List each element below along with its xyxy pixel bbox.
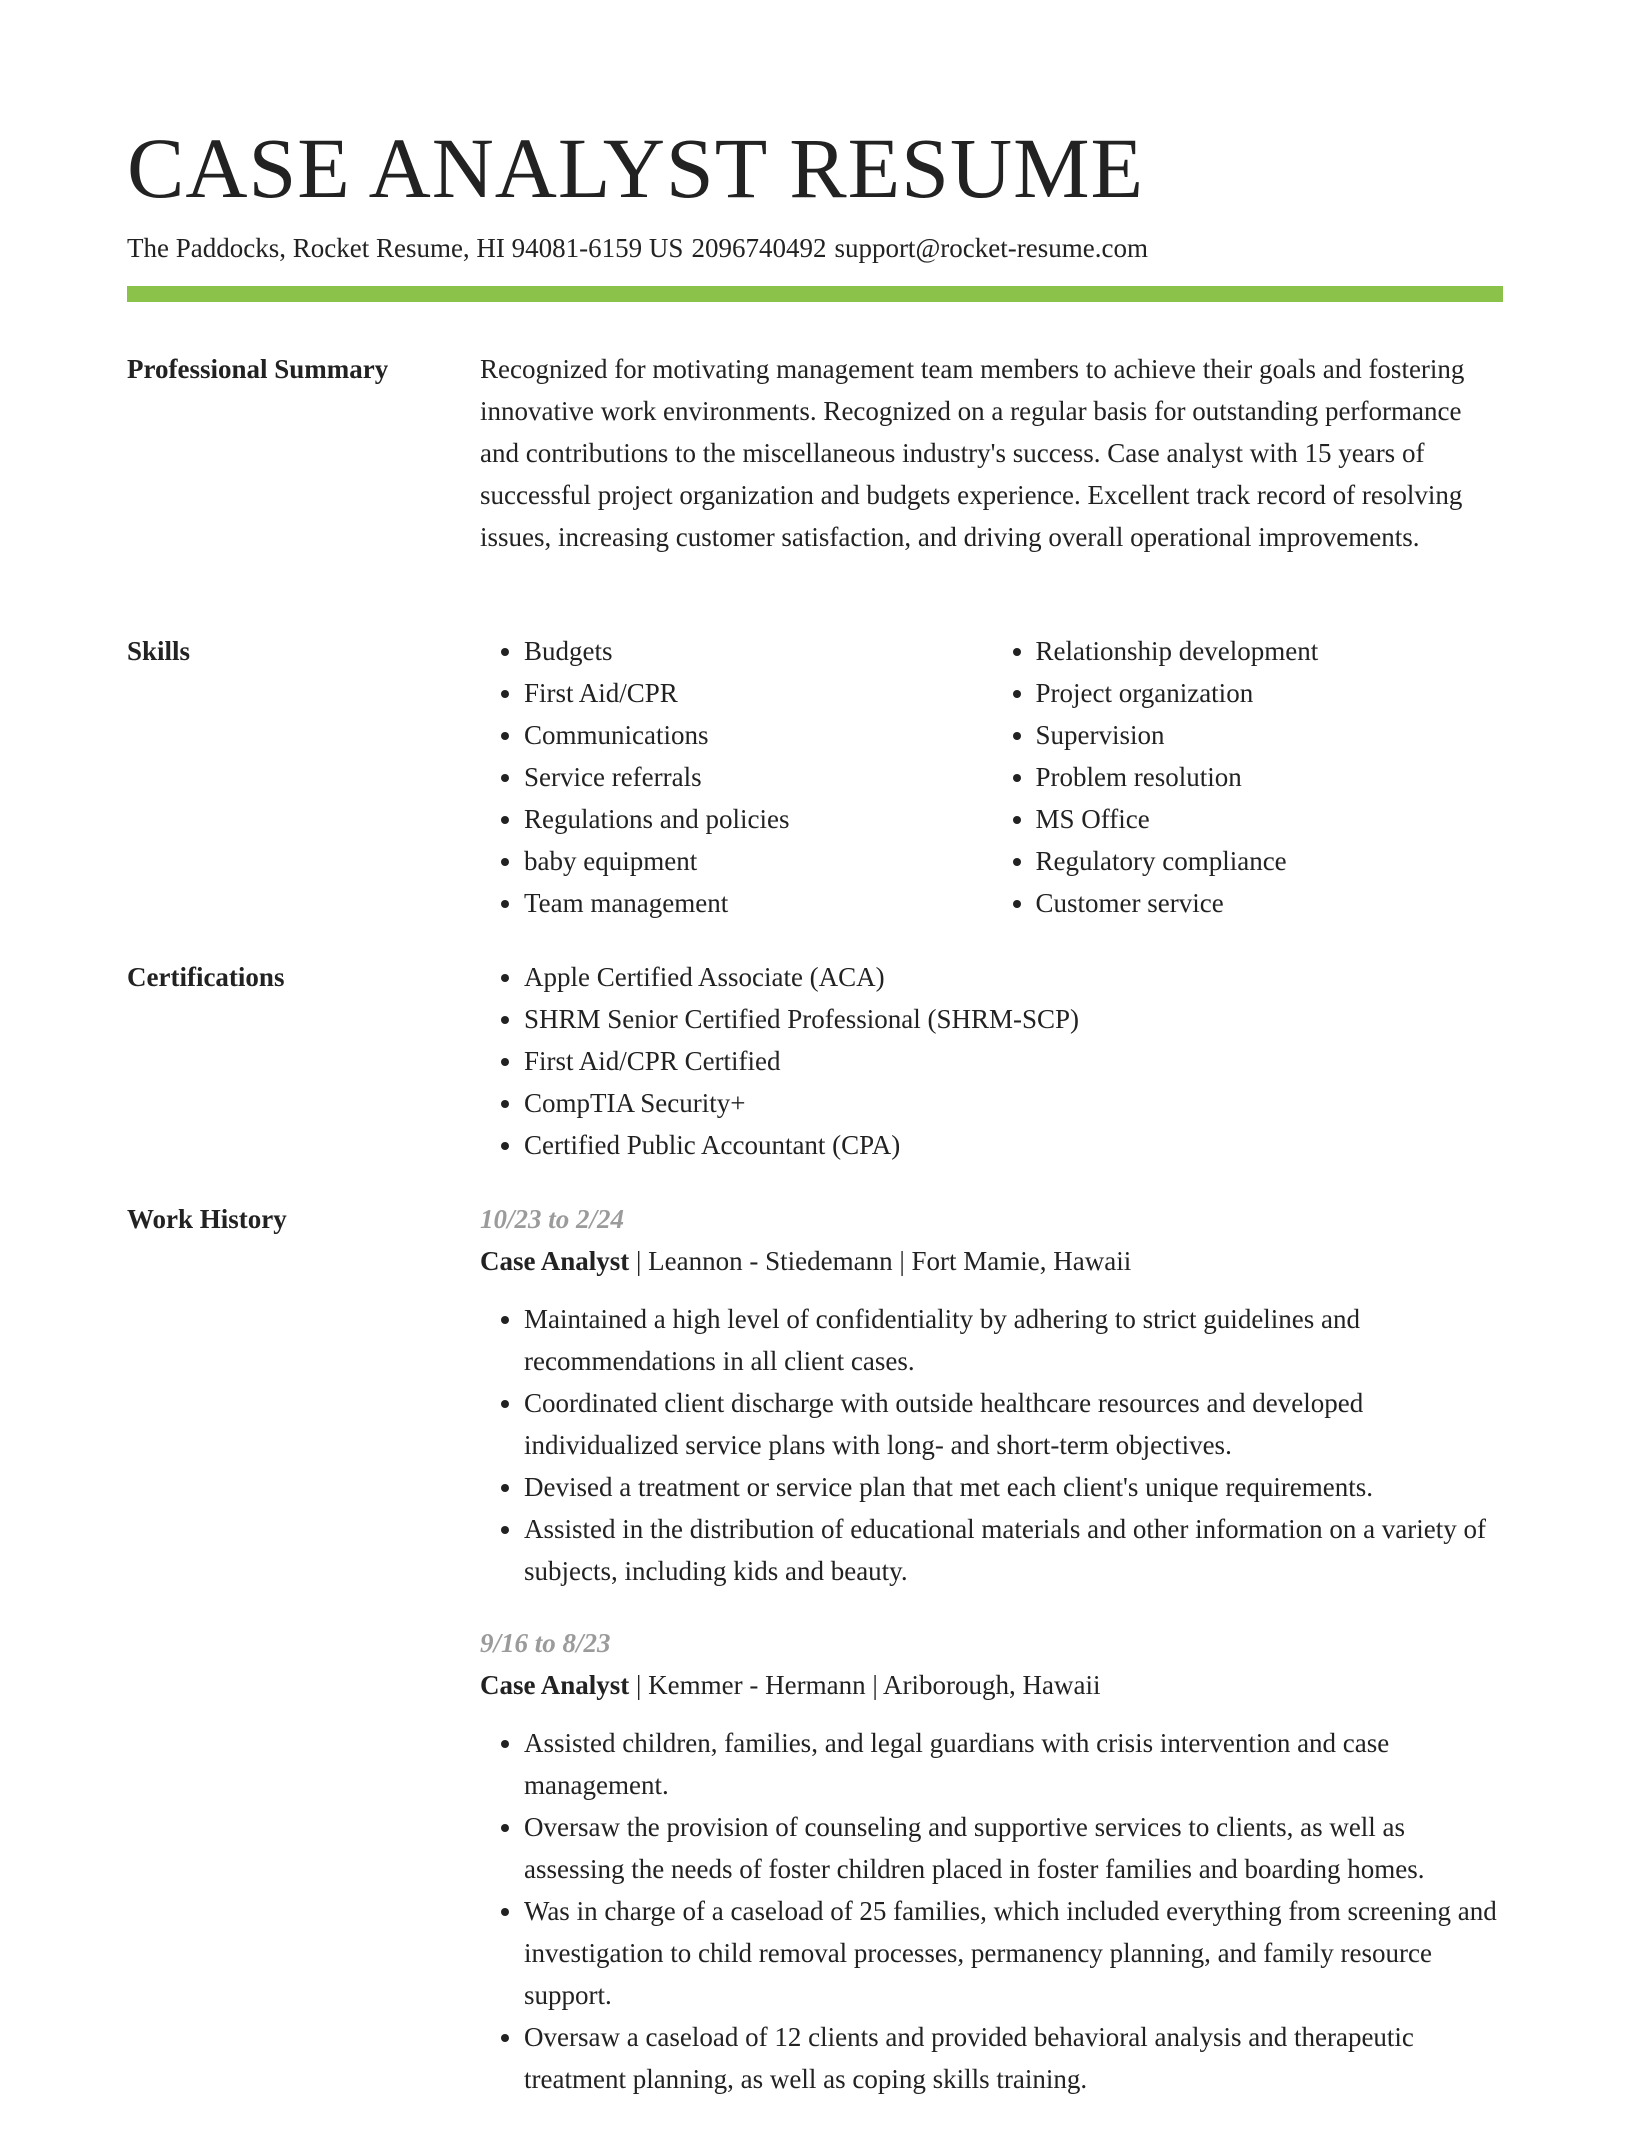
skill-item: • Problem resolution — [1036, 756, 1504, 798]
job-bullet: • Oversaw the provision of counseling and supportive services to clients, as well as assessing the needs of foster children placed in foster families and boarding homes. — [524, 1806, 1503, 1890]
job-dates: 9/16 to 8/23 — [480, 1628, 611, 1658]
skill-item: • MS Office — [1036, 798, 1504, 840]
skill-item: • Service referrals — [524, 756, 992, 798]
job-entry — [480, 1198, 1503, 1592]
skills-heading: Skills — [127, 636, 191, 666]
job-bullets — [480, 1722, 1503, 2100]
skills-body — [480, 630, 1503, 924]
skills-columns — [480, 630, 1503, 924]
job-title-line — [480, 1240, 1503, 1282]
skill-item: • Project organization — [1036, 672, 1504, 714]
certification-item: • CompTIA Security+ — [524, 1082, 1503, 1124]
certifications-list — [480, 956, 1503, 1166]
skill-item: • Supervision — [1036, 714, 1504, 756]
skill-item: • Regulations and policies — [524, 798, 992, 840]
job-bullet: • Coordinated client discharge with outside healthcare resources and developed individualized service plans with long- and short-term objectives. — [524, 1382, 1503, 1466]
job-bullet: • Devised a treatment or service plan that met each client's unique requirements. — [524, 1466, 1503, 1508]
certification-item: • First Aid/CPR Certified — [524, 1040, 1503, 1082]
job-bullet: • Was in charge of a caseload of 25 families, which included everything from screening and investigation to child removal processes, permanency planning, and family resource support. — [524, 1890, 1503, 2016]
skill-item: • Communications — [524, 714, 992, 756]
skills-list-left — [480, 630, 992, 924]
certification-item: • SHRM Senior Certified Professional (SHRM-SCP) — [524, 998, 1503, 1040]
job-bullets — [480, 1298, 1503, 1592]
certification-item: • Apple Certified Associate (ACA) — [524, 956, 1503, 998]
certification-item: • Certified Public Accountant (CPA) — [524, 1124, 1503, 1166]
contact-line — [127, 230, 1148, 266]
contact-email: support@rocket-resume.com — [834, 233, 1148, 263]
job-bullet: • Assisted in the distribution of educational materials and other information on a variety of subjects, including kids and beauty. — [524, 1508, 1503, 1592]
job-employer: | Kemmer - Hermann | Ariborough, Hawaii — [629, 1670, 1101, 1700]
job-bullet: • Oversaw a caseload of 12 clients and provided behavioral analysis and therapeutic treatment planning, as well as coping skills training. — [524, 2016, 1503, 2100]
header-divider — [127, 286, 1503, 302]
summary-heading: Professional Summary — [127, 354, 389, 384]
job-entry — [480, 1622, 1503, 2100]
skills-list-right — [992, 630, 1504, 924]
skill-item: • Regulatory compliance — [1036, 840, 1504, 882]
skill-item: • Budgets — [524, 630, 992, 672]
job-title: Case Analyst — [480, 1246, 630, 1276]
contact-phone: 2096740492 — [691, 233, 827, 263]
job-bullet: • Assisted children, families, and legal guardians with crisis intervention and case management. — [524, 1722, 1503, 1806]
contact-address: The Paddocks, Rocket Resume, HI 94081-6159 US — [127, 233, 684, 263]
skill-item: • Customer service — [1036, 882, 1504, 924]
skill-item: • Team management — [524, 882, 992, 924]
skill-item: • First Aid/CPR — [524, 672, 992, 714]
certifications-body — [480, 956, 1503, 1166]
skill-item: • baby equipment — [524, 840, 992, 882]
skill-item: • Relationship development — [1036, 630, 1504, 672]
resume-title: CASE ANALYST RESUME — [127, 120, 1145, 216]
certifications-heading: Certifications — [127, 962, 285, 992]
job-dates: 10/23 to 2/24 — [480, 1204, 625, 1234]
job-title-line — [480, 1664, 1503, 1706]
work-history-heading: Work History — [127, 1204, 287, 1234]
summary-text: Recognized for motivating management team members to achieve their goals and fostering innovative work environments. Recognized on a regular basis for outstanding performance and contributions to the miscellaneous industry's success. Case analyst with 15 years of successful project organization and budgets experience. Excellent track record of resolving issues, increasing customer satisfaction, and driving overall operational improvements. — [480, 354, 1465, 552]
job-bullet: • Maintained a high level of confidentiality by adhering to strict guidelines and recommendations in all client cases. — [524, 1298, 1503, 1382]
job-title: Case Analyst — [480, 1670, 630, 1700]
job-employer: | Leannon - Stiedemann | Fort Mamie, Hawaii — [629, 1246, 1132, 1276]
work-history-body — [480, 1198, 1503, 2130]
summary-body — [480, 348, 1503, 558]
